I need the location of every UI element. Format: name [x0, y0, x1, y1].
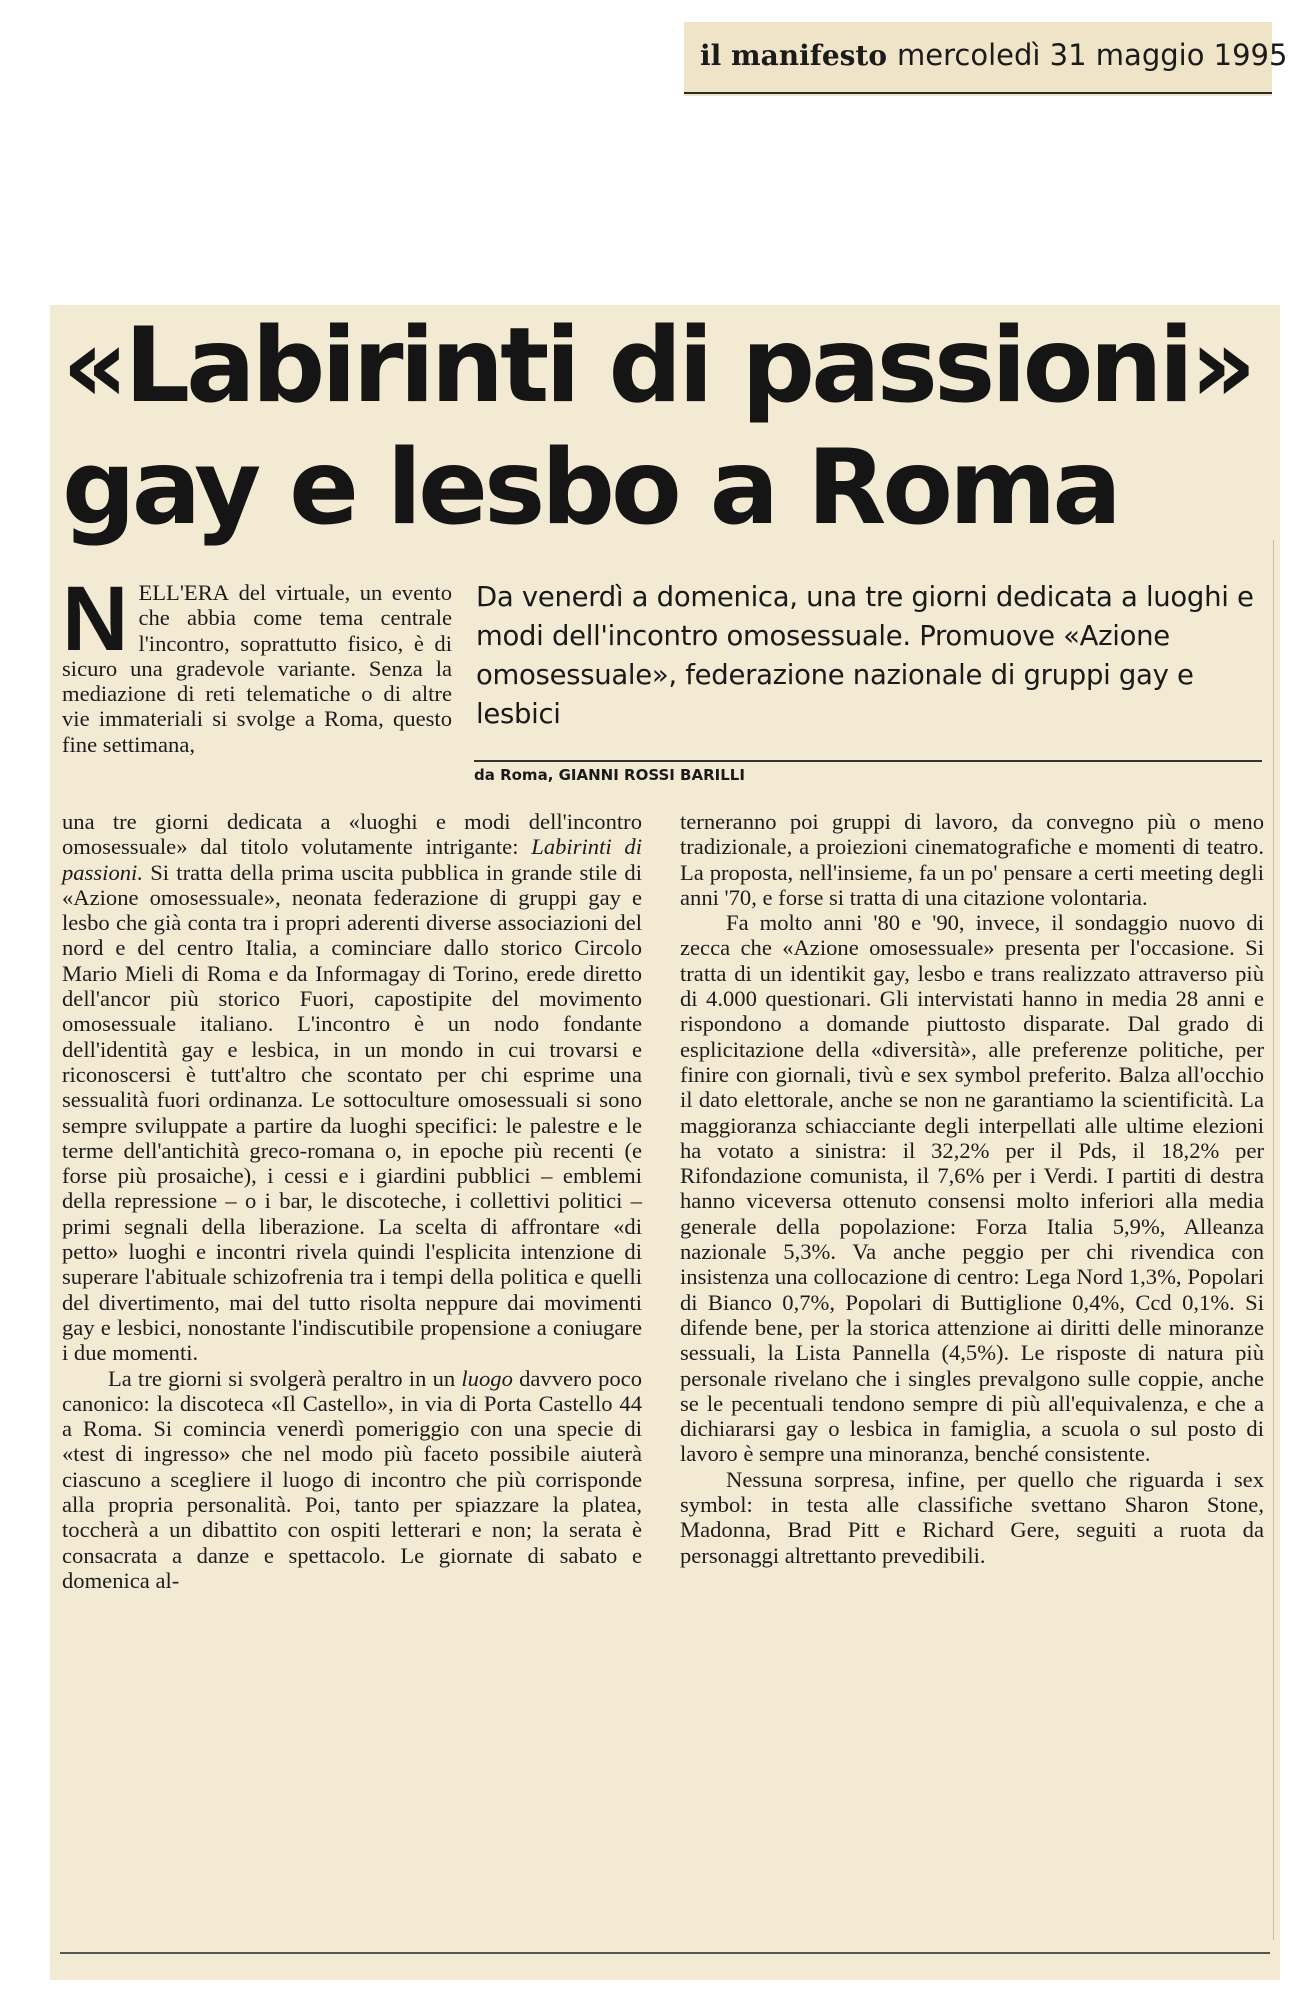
paragraph-4: Fa molto anni '80 e '90, invece, il sondaggio nuovo di zecca che «Azione omosessuale» presenta per l'occasione. Si tratta di un identikit gay, lesbo e trans realizzato attraverso più di 4.000 questionari. Gli intervistati hanno in media 28 anni e rispondono a domande piuttosto disparate. Dal grado di esplicitazione della «diversità», alle preferenze politiche, per finire con giornali, tivù e sex symbol preferito. Balza all'occhio il dato elettorale, anche se non ne garantiamo la scientificità. La maggioranza schiacciante degli interpellati alle ultime elezioni ha votato a sinistra: il 32,2% per il Pds, il 18,2% per Rifondazione comunista, il 7,6% per i Verdi. I partiti di destra hanno viceversa ottenuto consensi molto inferiori alla media generale della popolazione: Forza Italia 5,9%, Alleanza nazionale 5,3%. Va anche peggio per chi rivendica con insistenza una collocazione di centro: Lega Nord 1,3%, Popolari di Bianco 0,7%, Popolari di Buttiglione 0,4%, Ccd 0,1%. Si difende bene, per la storica attenzione ai diritti delle minoranze sessuali, la Lista Pannella (4,5%). Le risposte di natura più personale rivelano che i singles prevalgono sulle coppie, anche se le pecentuali tendono sempre di più all'equivalenza, e che a dichiararsi gay o lesbica in famiglia, a scuola o sul posto di lavoro è sempre una minoranza, benché consistente. [680, 910, 1264, 1467]
headline [62, 305, 1272, 549]
paragraph-5: Nessuna sorpresa, infine, per quello che riguarda i sex symbol: in testa alle classifiche svettano Sharon Stone, Madonna, Brad Pitt e Richard Gere, seguiti a ruota da personaggi altrettanto prevedibili. [680, 1466, 1264, 1568]
lead-small-caps: ELL'ERA [138, 580, 230, 605]
publication-date: mercoledì 31 maggio 1995 [897, 38, 1288, 72]
paragraph-1 [62, 809, 642, 1366]
masthead [700, 38, 1288, 84]
byline-rule [474, 760, 1262, 762]
paragraph-2 [62, 1366, 642, 1594]
clipping-edge [1273, 540, 1274, 1940]
paragraph-2-rest: davvero poco canonico: la discoteca «Il Castello», in via di Porta Castello 44 a Roma. Si comincia venerdì pomeriggio con una specie di «test di ingresso» che nel modo più faceto possibile aiuterà ciascuno a scegliere il luogo di incontro che più corrisponde alla propria personalità. Poi, tanto per spiazzare la platea, toccherà a un dibattito con ospiti letterari e non; la serata è consacrata a danze e spettacolo. Le giornate di sabato e domenica al- [62, 1365, 642, 1593]
paragraph-1-start: una tre giorni dedicata a «luoghi e modi dell'incontro omosessuale» dal titolo volutamente intrigante: [62, 809, 642, 860]
masthead-rule [684, 92, 1272, 94]
newspaper-name: il manifesto [700, 39, 888, 72]
paragraph-3: terneranno poi gruppi di lavoro, da convegno più o meno tradizionale, a proiezioni cinematografiche e momenti di teatro. La proposta, nell'insieme, fa un po' pensare a certi meeting degli anni '70, e forse si tratta di una citazione volontaria. [680, 809, 1264, 910]
bottom-rule [60, 1952, 1270, 1954]
intro-text: del virtuale, un evento che abbia come tema centrale l'incontro, soprattutto fisico, è di sicuro una gradevole variante. Senza la mediazione di reti telematiche o di altre vie immateriali si svolge a Roma, questo fine settimana, [62, 580, 452, 757]
headline-line-2: gay e lesbo a Roma [62, 428, 1118, 548]
paragraph-1-rest: Si tratta della prima uscita pubblica in grande stile di «Azione omosessuale», neonata federazione di gruppi gay e lesbo che già conta tra i propri aderenti diverse associazioni del nord e del centro Italia, a cominciare dallo storico Circolo Mario Mieli di Roma e da Informagay di Torino, erede diretto dell'ancor più storico Fuori, capostipite del movimento omosessuale italiano. L'incontro è un nodo fondante dell'identità gay e lesbica, in un mondo in cui trovarsi e riconoscersi è tutt'altro che scontato per chi esprime una sessualità fuori ordinanza. Le sottoculture omosessuali si sono sempre sviluppate a partire da luoghi specifici: le palestre e le terme dell'antichità greco-romana o, in epoche più recenti (e forse più prosaiche), i cessi e i giardini pubblici – emblemi della repressione – o i bar, le discoteche, i collettivi politici – primi segnali della liberazione. La scelta di affrontare «di petto» luoghi e incontri rivela quindi l'esplicita intenzione di superare l'abituale schizofrenia tra i tempi della politica e quelli del divertimento, mai del tutto risolta neppure dai movimenti gay e lesbici, nonostante l'indiscutibile propensione a coniugare i due momenti. [62, 859, 642, 1366]
byline: da Roma, GIANNI ROSSI BARILLI [474, 766, 745, 784]
subheadline: Da venerdì a domenica, una tre giorni dedicata a luoghi e modi dell'incontro omosessuale. Promuove «Azione omosessuale», federazione nazionale di gruppi gay e lesbici [476, 581, 1254, 730]
article-column-right [680, 809, 1264, 1568]
italic-word: luogo [461, 1365, 513, 1391]
paragraph-2-start: La tre giorni si svolgerà peraltro in un [108, 1365, 462, 1391]
headline-line-1: «Labirinti di passioni» [62, 306, 1253, 426]
event-title: Labirinti di passioni. [62, 834, 642, 885]
article-column-left [62, 809, 642, 1593]
article-intro [62, 568, 452, 757]
drop-cap: N [62, 568, 129, 670]
